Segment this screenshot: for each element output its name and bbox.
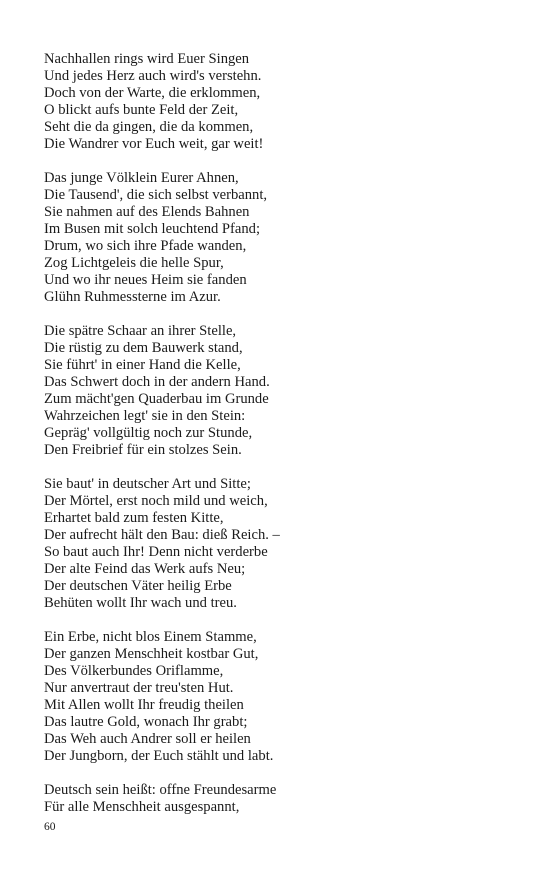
- poem-line: Und wo ihr neues Heim sie fanden: [44, 272, 247, 288]
- poem-line: Die rüstig zu dem Bauwerk stand,: [44, 340, 243, 356]
- poem-line: Und jedes Herz auch wird's verstehn.: [44, 68, 262, 84]
- poem-line: Die Tausend', die sich selbst verbannt,: [44, 187, 268, 203]
- page-number: 60: [44, 821, 56, 833]
- poem-line: Der alte Feind das Werk aufs Neu;: [44, 561, 246, 577]
- stanza: [44, 170, 524, 306]
- stanza: [44, 629, 524, 765]
- poem-line: Zog Lichtgeleis die helle Spur,: [44, 255, 224, 271]
- poem-line: Seht die da gingen, die da kommen,: [44, 119, 254, 135]
- poem-line: Das junge Völklein Eurer Ahnen,: [44, 170, 239, 186]
- poem-line: Behüten wollt Ihr wach und treu.: [44, 595, 237, 611]
- poem-line: Sie führt' in einer Hand die Kelle,: [44, 357, 241, 373]
- poem-line: Der deutschen Väter heilig Erbe: [44, 578, 232, 594]
- poem-line: Drum, wo sich ihre Pfade wanden,: [44, 238, 247, 254]
- poem-line: So baut auch Ihr! Denn nicht verderbe: [44, 544, 268, 560]
- poem-line: Der ganzen Menschheit kostbar Gut,: [44, 646, 259, 662]
- poem-line: Der Mörtel, erst noch mild und weich,: [44, 493, 268, 509]
- poem-line: Die spätre Schaar an ihrer Stelle,: [44, 323, 237, 339]
- poem-line: Doch von der Warte, die erklommen,: [44, 85, 261, 101]
- poem-line: Zum mächt'gen Quaderbau im Grunde: [44, 391, 269, 407]
- poem-line: Der aufrecht hält den Bau: dieß Reich. –: [44, 527, 280, 543]
- poem-line: Ein Erbe, nicht blos Einem Stamme,: [44, 629, 257, 645]
- poem-line: O blickt aufs bunte Feld der Zeit,: [44, 102, 239, 118]
- poem-line: Im Busen mit solch leuchtend Pfand;: [44, 221, 261, 237]
- poem-line: Das lautre Gold, wonach Ihr grabt;: [44, 714, 248, 730]
- poem-line: Den Freibrief für ein stolzes Sein.: [44, 442, 242, 458]
- poem-line: Erhartet bald zum festen Kitte,: [44, 510, 224, 526]
- poem-line: Nachhallen rings wird Euer Singen: [44, 51, 250, 67]
- poem-line: Das Schwert doch in der andern Hand.: [44, 374, 270, 390]
- poem-line: Glühn Ruhmessterne im Azur.: [44, 289, 221, 305]
- poem-line: Für alle Menschheit ausgespannt,: [44, 799, 240, 815]
- stanza: [44, 782, 524, 816]
- stanza: [44, 51, 524, 153]
- poem-line: Des Völkerbundes Oriflamme,: [44, 663, 224, 679]
- stanza: [44, 476, 524, 612]
- stanza: [44, 323, 524, 459]
- poem-line: Sie nahmen auf des Elends Bahnen: [44, 204, 250, 220]
- poem-line: Deutsch sein heißt: offne Freundesarme: [44, 782, 277, 798]
- poem-line: Gepräg' vollgültig noch zur Stunde,: [44, 425, 253, 441]
- poem-line: Das Weh auch Andrer soll er heilen: [44, 731, 251, 747]
- poem-line: Sie baut' in deutscher Art und Sitte;: [44, 476, 251, 492]
- poem-line: Mit Allen wollt Ihr freudig theilen: [44, 697, 244, 713]
- poem-line: Die Wandrer vor Euch weit, gar weit!: [44, 136, 264, 152]
- poem-body: [44, 51, 524, 833]
- poem-line: Der Jungborn, der Euch stählt und labt.: [44, 748, 274, 764]
- poem-line: Wahrzeichen legt' sie in den Stein:: [44, 408, 246, 424]
- poem-line: Nur anvertraut der treu'sten Hut.: [44, 680, 234, 696]
